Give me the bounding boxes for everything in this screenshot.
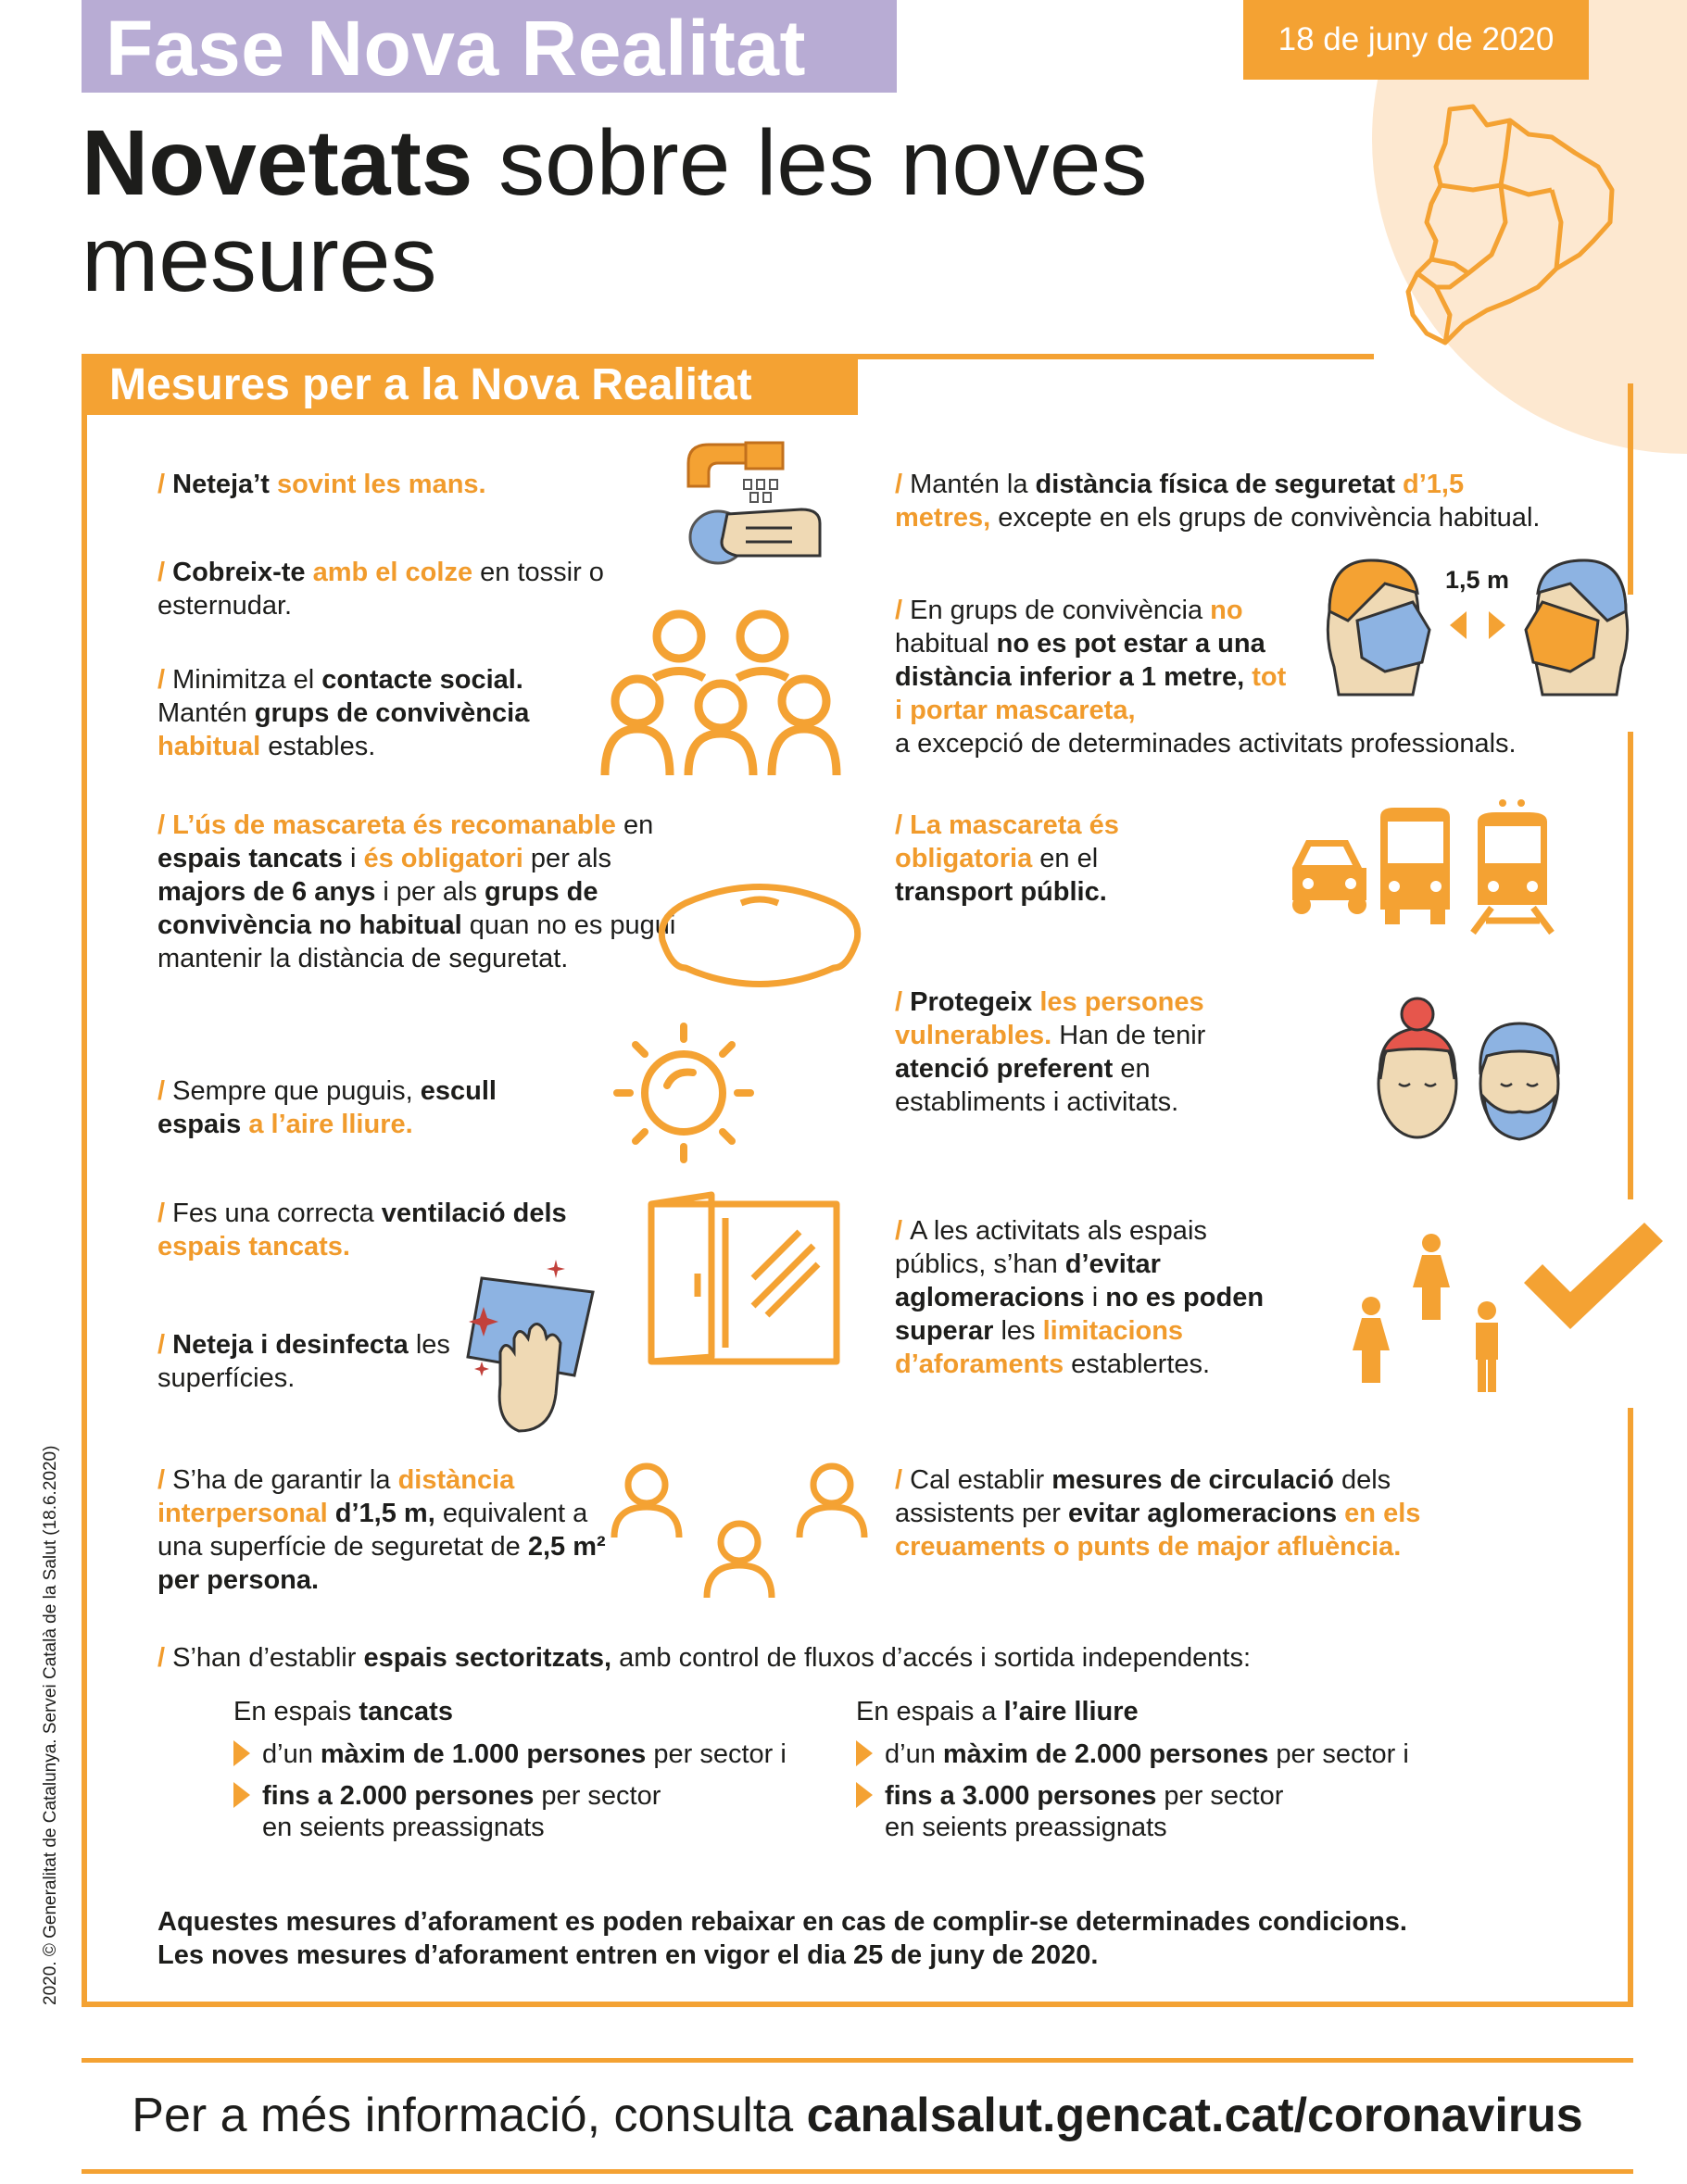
sun-icon bbox=[610, 1019, 758, 1167]
measure-non-habitual-tail: a excepció de determinades activitats professionals. bbox=[895, 729, 1517, 759]
indoor-row-2b: en seients preassignats bbox=[262, 1813, 545, 1842]
footer-text: Per a més informació, consulta bbox=[132, 2089, 807, 2142]
measure-disinfect: / Neteja i desinfecta les superfícies. bbox=[157, 1330, 450, 1393]
outdoor-row-2: fins a 3.000 persones per sector bbox=[885, 1781, 1284, 1811]
note-line-1: Aquestes mesures d’aforament es poden rebaixar en cas de complir-se determinades condicions. bbox=[157, 1907, 1407, 1937]
outdoor-row-1: d’un màxim de 2.000 persones per sector i bbox=[885, 1739, 1409, 1769]
measure-sectors: / S’han d’establir espais sectoritzats, amb control de fluxos d’accés i sortida independents: bbox=[157, 1643, 1252, 1673]
people-distance-icon bbox=[607, 1459, 866, 1607]
measure-vulnerable: / Protegeix les persones vulnerables. Han de tenir atenció preferent en establiments i activitats. bbox=[895, 987, 1206, 1117]
frame-right-segment bbox=[1628, 732, 1633, 1199]
footer-link[interactable]: canalsalut.gencat.cat/coronavirus bbox=[806, 2089, 1583, 2142]
bullet-arrow-icon bbox=[856, 1782, 873, 1808]
catalonia-map-icon bbox=[1399, 102, 1621, 352]
group-people-icon bbox=[600, 604, 841, 780]
distance-label: 1,5 m bbox=[1445, 566, 1510, 594]
measure-non-habitual: / En grups de convivència no habitual no es pot estar a una distància inferior a 1 metre, tot i portar mascareta, bbox=[895, 596, 1287, 725]
indoor-row-1: d’un màxim de 1.000 persones per sector i bbox=[262, 1739, 787, 1769]
outdoor-label: En espais a l’aire lliure bbox=[856, 1697, 1139, 1726]
footer-rule-bottom bbox=[82, 2169, 1633, 2174]
footer-info bbox=[82, 2086, 1633, 2145]
date-badge: 18 de juny de 2020 bbox=[1243, 0, 1589, 80]
measure-outdoor: / Sempre que puguis, escull espais a l’aire lliure. bbox=[157, 1076, 497, 1139]
phase-title-band bbox=[82, 0, 897, 93]
faces-mask-icon bbox=[1320, 556, 1635, 704]
outdoor-row-2b: en seients preassignats bbox=[885, 1813, 1167, 1842]
bullet-arrow-icon bbox=[233, 1740, 250, 1766]
cleaning-hand-icon bbox=[463, 1264, 602, 1440]
footer-rule-top bbox=[82, 2058, 1633, 2063]
checkmark-icon bbox=[1519, 1227, 1668, 1348]
mask-icon bbox=[653, 875, 866, 996]
measure-distance: / Mantén la distància física de seguretat d’1,5 metres, excepte en els grups de convivència habitual. bbox=[895, 470, 1541, 533]
measure-interpersonal: / S’ha de garantir la distància interpersonal d’1,5 m, equivalent a una superfície de seguretat de 2,5 m² per persona. bbox=[157, 1465, 606, 1595]
indoor-label: En espais tancats bbox=[233, 1697, 453, 1726]
measure-ventilation: / Fes una correcta ventilació dels espais tancats. bbox=[157, 1199, 567, 1261]
copyright-credit: 2020. © Generalitat de Catalunya. Servei Català de la Salut (18.6.2020) bbox=[41, 1445, 60, 2005]
tap-icon bbox=[681, 435, 838, 574]
bullet-arrow-icon bbox=[233, 1782, 250, 1808]
headline-bold: Novetats bbox=[82, 111, 473, 215]
vehicles-icon bbox=[1288, 798, 1566, 937]
section-title: Mesures per a la Nova Realitat bbox=[109, 360, 752, 409]
measure-hands: / Neteja’t sovint les mans. bbox=[157, 470, 486, 499]
headline-rest: sobre les noves mesures bbox=[82, 111, 1148, 311]
frame-right-segment bbox=[1628, 1408, 1633, 2007]
section-tab bbox=[82, 356, 858, 415]
measure-transport: / La mascareta és obligatoria en el transport públic. bbox=[895, 810, 1119, 907]
measure-crowds: / A les activitats als espais públics, s’han d’evitar aglomeracions i no es poden superar les limitacions d’aforaments establertes. bbox=[895, 1216, 1265, 1379]
headline bbox=[82, 111, 1286, 311]
measure-social: / Minimitza el contacte social. Mantén grups de convivència habitual estables. bbox=[157, 665, 530, 761]
note-line-2: Les noves mesures d’aforament entren en vigor el dia 25 de juny de 2020. bbox=[157, 1940, 1099, 1970]
bullet-arrow-icon bbox=[856, 1740, 873, 1766]
crowd-icon bbox=[1348, 1232, 1515, 1399]
faces-vulnerable-icon bbox=[1371, 996, 1566, 1153]
measure-circulation: / Cal establir mesures de circulació dels assistents per evitar aglomeracions en els creuaments o punts de major afluència. bbox=[895, 1465, 1421, 1562]
window-icon bbox=[642, 1195, 846, 1371]
indoor-row-2: fins a 2.000 persones per sector bbox=[262, 1781, 661, 1811]
measure-elbow: / Cobreix-te amb el colze en tossir o esternudar. bbox=[157, 558, 604, 621]
phase-title: Fase Nova Realitat bbox=[106, 5, 806, 92]
measure-mask: / L’ús de mascareta és recomanable en espais tancats i és obligatori per als majors de 6 anys i per als grups de convivència no habitual quan no es pugui mantenir la distància de seguretat. bbox=[157, 810, 676, 973]
